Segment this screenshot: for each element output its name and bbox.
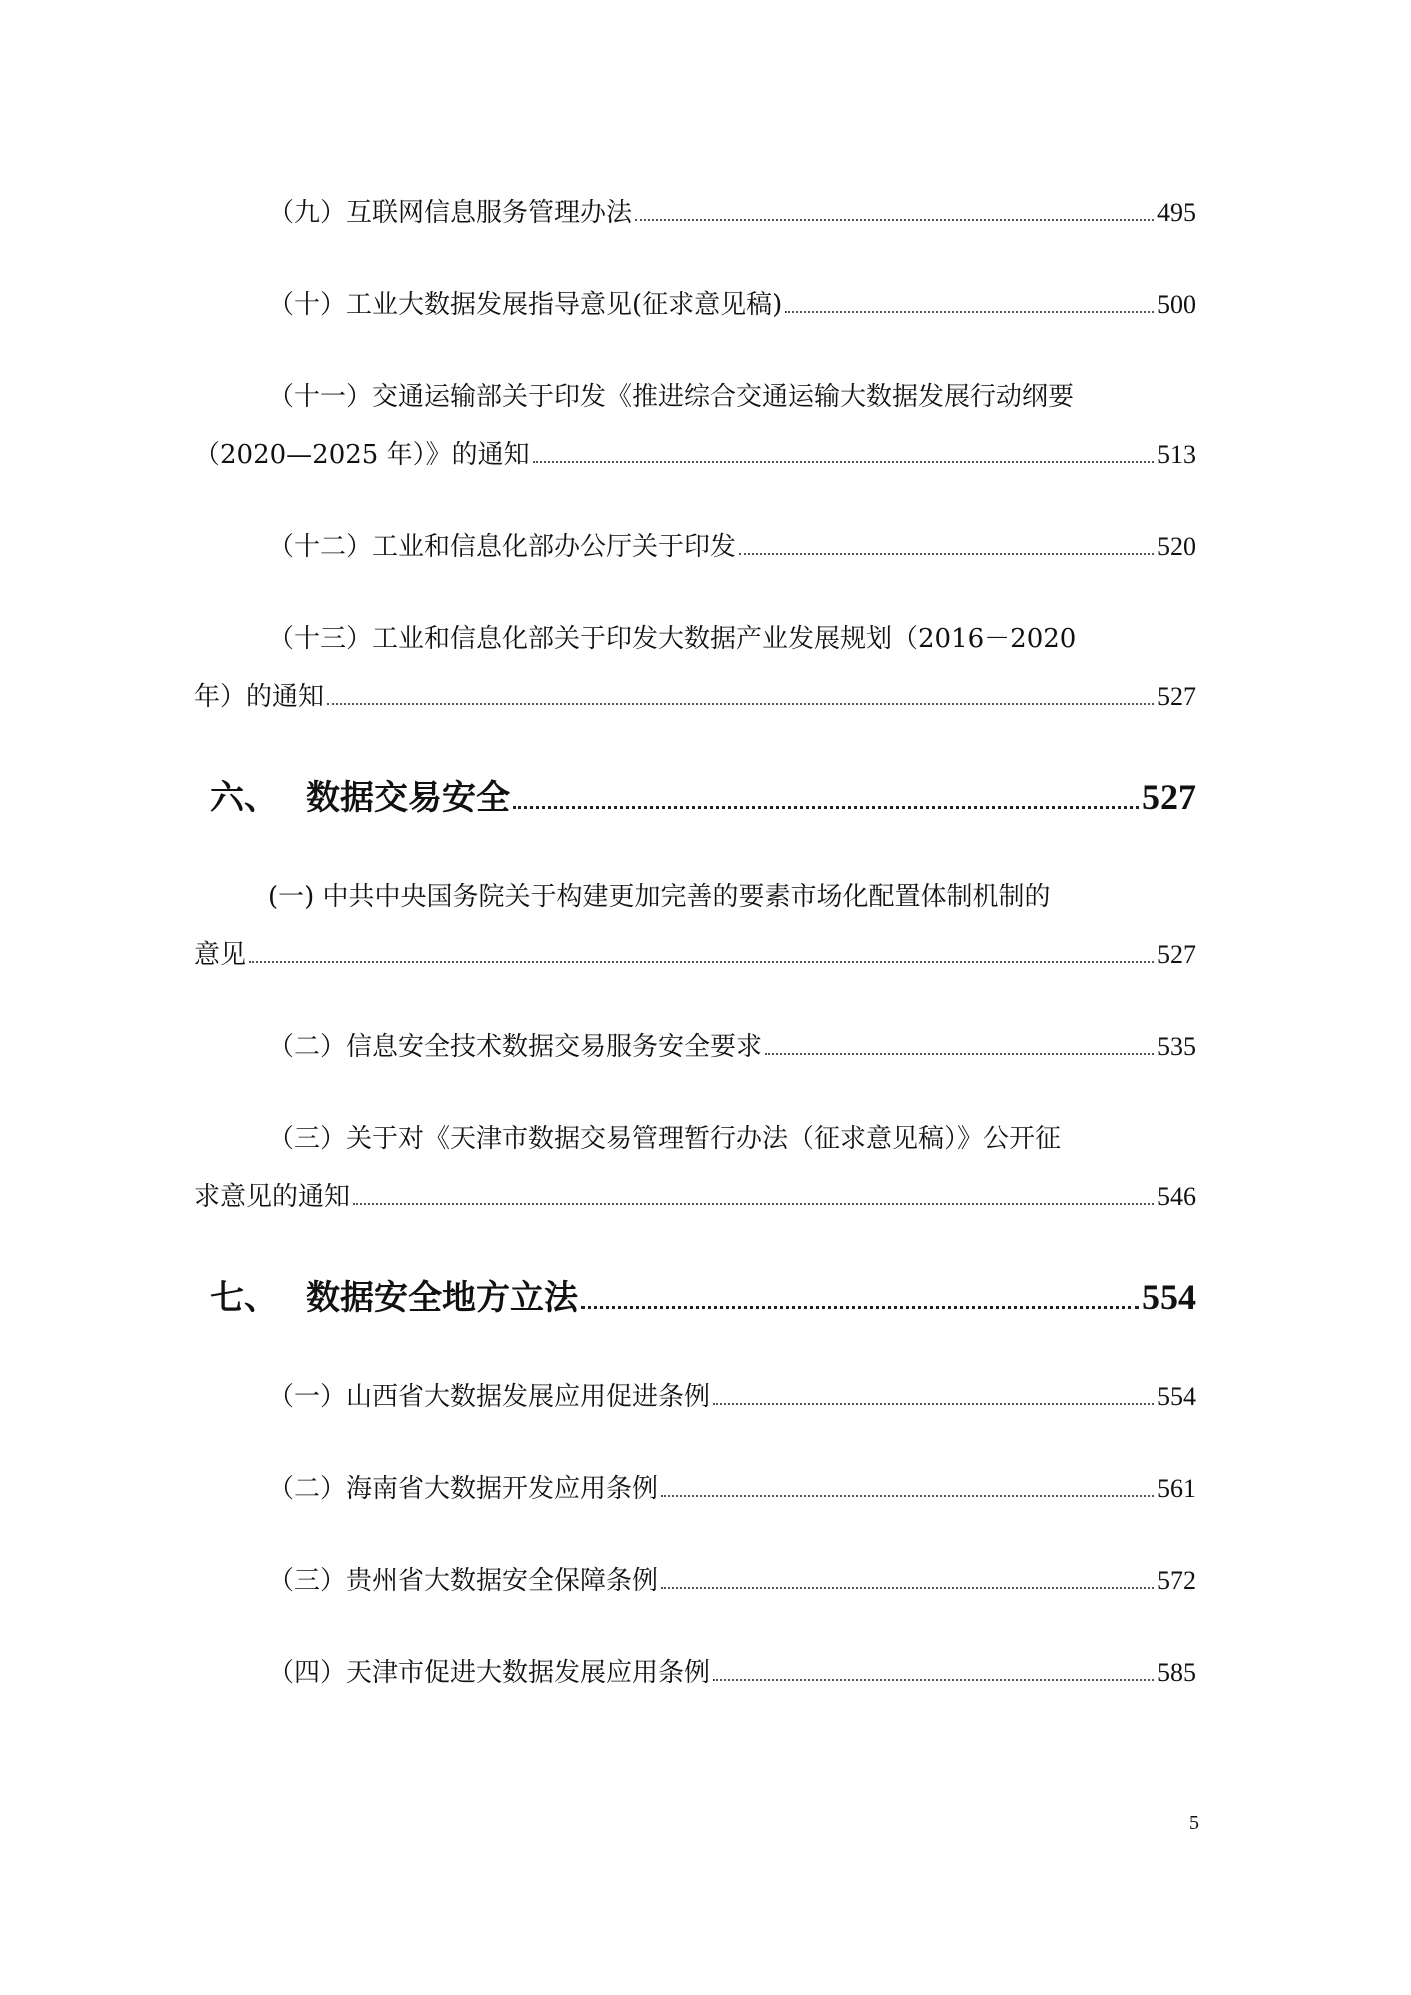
page-number: 5 xyxy=(1189,1812,1199,1834)
toc-entry-label: (一) 中共中央国务院关于构建更加完善的要素市场化配置体制机制的 xyxy=(268,882,1051,912)
toc-entry-label-continued: 意见 xyxy=(194,940,247,970)
toc-entry-page: 554 xyxy=(1157,1382,1196,1411)
leader-dots xyxy=(661,1586,1154,1589)
leader-dots xyxy=(661,1494,1154,1497)
toc-entry-page: 572 xyxy=(1157,1566,1196,1595)
toc-entry-label-continued: （2020—2025 年）》的通知 xyxy=(194,440,530,470)
toc-entry-label: （十一）交通运输部关于印发《推进综合交通运输大数据发展行动纲要 xyxy=(268,382,1075,412)
section-title: 数据交易安全 xyxy=(306,778,510,818)
toc-entry-page: 585 xyxy=(1157,1658,1196,1687)
toc-entry[interactable] xyxy=(268,288,1196,322)
leader-dots xyxy=(765,1052,1154,1055)
leader-dots xyxy=(249,960,1154,963)
toc-entry[interactable] xyxy=(268,1380,1196,1414)
toc-entry-label: （三）贵州省大数据安全保障条例 xyxy=(268,1566,659,1596)
leader-dots xyxy=(327,702,1154,705)
toc-entry[interactable] xyxy=(194,380,1196,472)
leader-dots xyxy=(533,460,1154,463)
section-page: 554 xyxy=(1142,1277,1196,1317)
toc-entry[interactable] xyxy=(268,1030,1196,1064)
leader-dots xyxy=(353,1202,1154,1205)
toc-entry-page: 546 xyxy=(1157,1182,1196,1211)
section-page: 527 xyxy=(1142,777,1196,817)
toc-entry-page: 500 xyxy=(1157,290,1196,319)
toc-entry-page: 535 xyxy=(1157,1032,1196,1061)
leader-dots xyxy=(581,1305,1139,1309)
toc-entry-page: 527 xyxy=(1157,940,1196,969)
toc-entry-label: （十二）工业和信息化部办公厅关于印发 xyxy=(268,532,737,562)
toc-entry-label-continued: 年）的通知 xyxy=(194,682,325,712)
toc-entry-page: 520 xyxy=(1157,532,1196,561)
toc-entry[interactable] xyxy=(268,1656,1196,1690)
leader-dots xyxy=(713,1678,1154,1681)
toc-entry[interactable] xyxy=(194,622,1196,714)
toc-entry-label: （二）海南省大数据开发应用条例 xyxy=(268,1474,659,1504)
toc-entry-label: （四）天津市促进大数据发展应用条例 xyxy=(268,1658,711,1688)
toc-entry-label-continued: 求意见的通知 xyxy=(194,1182,351,1212)
toc-entry-label: （一）山西省大数据发展应用促进条例 xyxy=(268,1382,711,1412)
toc-entry-label: （十）工业大数据发展指导意见(征求意见稿) xyxy=(268,290,783,320)
toc-entry-label: （二）信息安全技术数据交易服务安全要求 xyxy=(268,1032,763,1062)
toc-entry[interactable] xyxy=(268,1472,1196,1506)
leader-dots xyxy=(635,218,1154,221)
section-number: 七、 xyxy=(210,1278,278,1318)
toc-entry[interactable] xyxy=(268,530,1196,564)
section-title: 数据安全地方立法 xyxy=(306,1278,578,1318)
toc-entry-page: 495 xyxy=(1157,198,1196,227)
toc-entry-page: 527 xyxy=(1157,682,1196,711)
toc-entry-page: 561 xyxy=(1157,1474,1196,1503)
toc-entry-label: （九）互联网信息服务管理办法 xyxy=(268,198,633,228)
leader-dots xyxy=(739,552,1154,555)
toc-entry[interactable] xyxy=(268,1564,1196,1598)
toc-entry[interactable] xyxy=(268,196,1196,230)
toc-entry-label: （三）关于对《天津市数据交易管理暂行办法（征求意见稿）》公开征 xyxy=(268,1124,1062,1154)
toc-section-heading[interactable] xyxy=(210,776,1196,819)
section-number: 六、 xyxy=(210,778,278,818)
toc-entry-label: （十三）工业和信息化部关于印发大数据产业发展规划（2016－2020 xyxy=(268,624,1077,654)
leader-dots xyxy=(513,805,1139,809)
toc-section-heading[interactable] xyxy=(210,1276,1196,1319)
toc-entry[interactable] xyxy=(194,1122,1196,1214)
toc-entry-page: 513 xyxy=(1157,440,1196,469)
toc-entry[interactable] xyxy=(194,880,1196,972)
leader-dots xyxy=(785,310,1154,313)
leader-dots xyxy=(713,1402,1154,1405)
